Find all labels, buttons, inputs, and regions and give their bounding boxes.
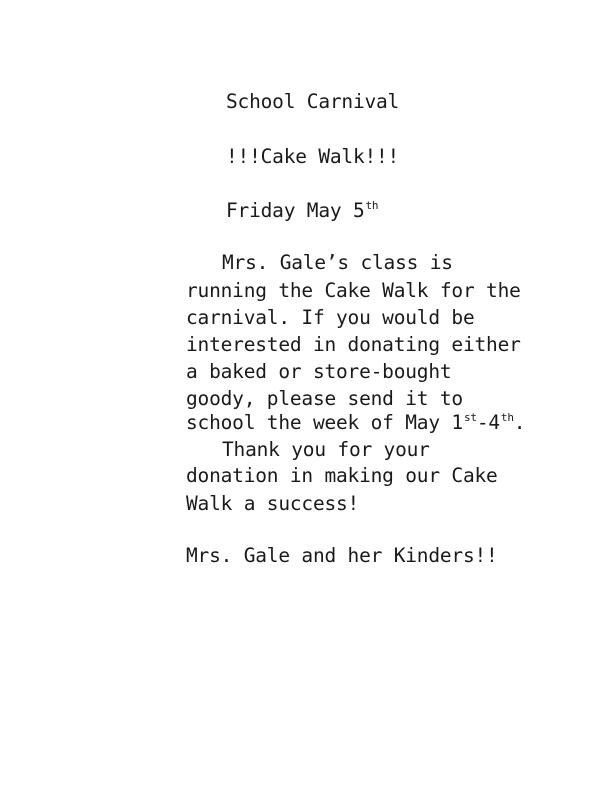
body-line-7-period: . [513, 411, 526, 434]
body-line-3: carnival. If you would be [186, 306, 475, 329]
body-line-5: a baked or store-bought [186, 360, 452, 383]
body-line-2: running the Cake Walk for the [186, 279, 521, 302]
body-line-7-range: -4 [476, 411, 500, 434]
activity-title: !!!Cake Walk!!! [226, 145, 400, 168]
body-line-7-text: school the week of May 1 [186, 411, 463, 434]
signature: Mrs. Gale and her Kinders!! [186, 544, 498, 567]
ordinal-th: th [500, 411, 514, 424]
body-line-1: Mrs. Gale’s class is [222, 251, 453, 274]
event-title: School Carnival [226, 90, 400, 113]
event-date-suffix: th [365, 199, 379, 212]
ordinal-st: st [463, 411, 477, 424]
body-line-7 [186, 413, 525, 433]
event-date [226, 201, 378, 221]
event-date-text: Friday May 5 [226, 199, 365, 222]
body-line-4: interested in donating either [186, 333, 521, 356]
body-line-8: Thank you for your [222, 438, 430, 461]
body-line-6: goody, please send it to [186, 387, 463, 410]
body-line-9: donation in making our Cake [186, 464, 498, 487]
body-line-10: Walk a success! [186, 492, 360, 515]
